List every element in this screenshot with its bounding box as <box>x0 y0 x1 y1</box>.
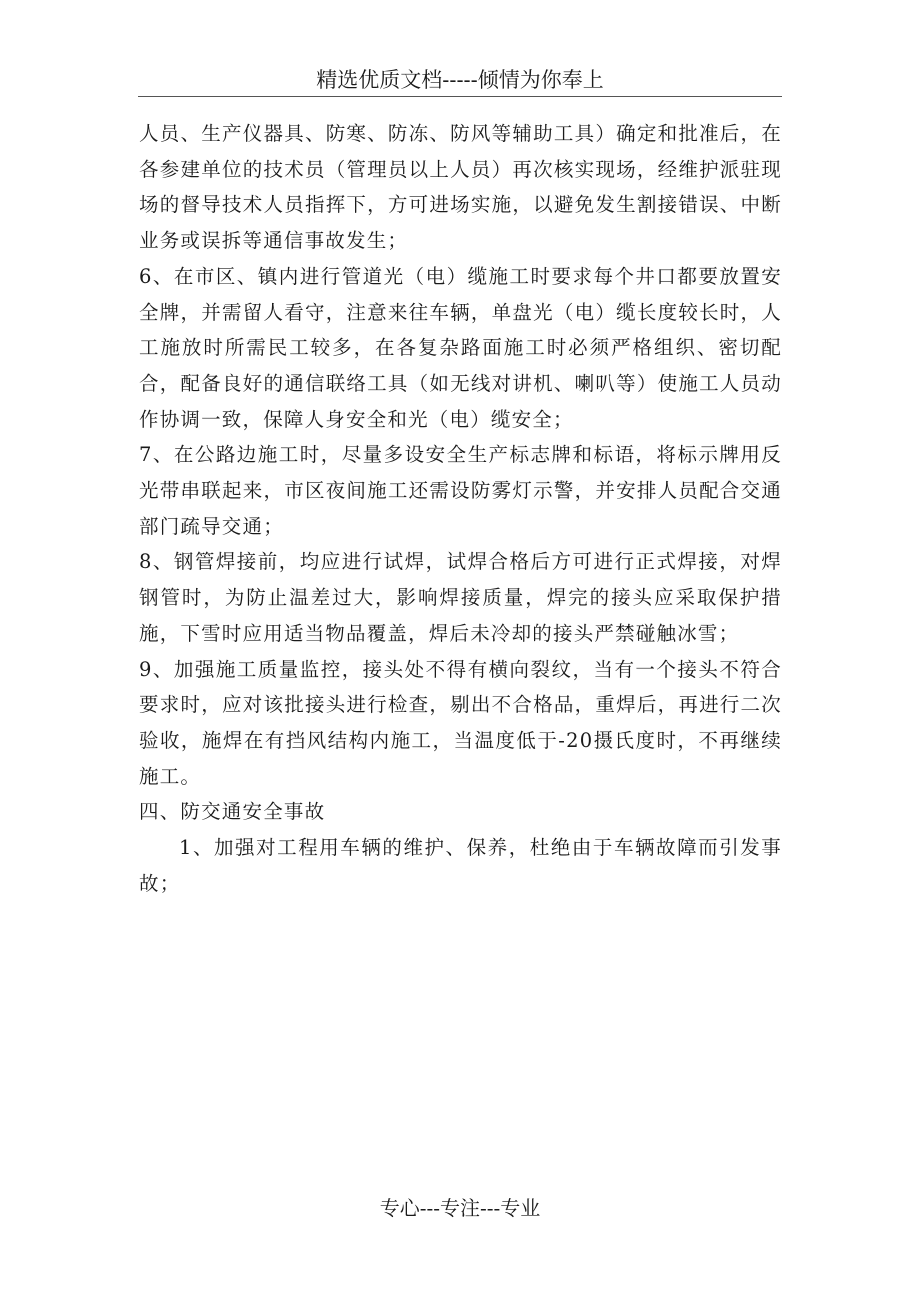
paragraph-item-9: 9、加强施工质量监控，接头处不得有横向裂纹，当有一个接头不符合要求时，应对该批接头进行检查，剔出不合格品，重焊后，再进行二次验收，施焊在有挡风结构内施工，当温度低于-20摄氏度时，不再继续施工。 <box>139 657 782 788</box>
page-header: 精选优质文档-----倾情为你奉上 <box>316 68 604 92</box>
section-heading-traffic-safety: 四、防交通安全事故 <box>139 800 326 824</box>
paragraph-item-7: 7、在公路边施工时，尽量多设安全生产标志牌和标语，将标示牌用反光带串联起来，市区夜间施工还需设防雾灯示警，并安排人员配合交通部门疏导交通； <box>139 443 782 538</box>
page-footer: 专心---专注---专业 <box>379 1196 541 1220</box>
paragraph-item-6: 6、在市区、镇内进行管道光（电）缆施工时要求每个井口都要放置安全牌，并需留人看守，注意来往车辆，单盘光（电）缆长度较长时，人工施放时所需民工较多，在各复杂路面施工时必须严格组织、密切配合，配备良好的通信联络工具（如无线对讲机、喇叭等）使施工人员动作协调一致，保障人身安全和光（电）缆安全； <box>139 264 782 431</box>
paragraph-continuation: 人员、生产仪器具、防寒、防冻、防风等辅助工具）确定和批准后，在各参建单位的技术员（管理员以上人员）再次核实现场，经维护派驻现场的督导技术人员指挥下，方可进场实施，以避免发生割接错误、中断业务或误拆等通信事故发生； <box>139 122 782 253</box>
paragraph-traffic-item-1: 1、加强对工程用车辆的维护、保养，杜绝由于车辆故障而引发事故； <box>139 836 782 895</box>
header-divider <box>138 96 782 97</box>
paragraph-item-8: 8、钢管焊接前，均应进行试焊，试焊合格后方可进行正式焊接，对焊钢管时，为防止温差过大，影响焊接质量，焊完的接头应采取保护措施，下雪时应用适当物品覆盖，焊后未冷却的接头严禁碰触冰雪； <box>139 550 782 645</box>
document-body <box>139 116 782 901</box>
